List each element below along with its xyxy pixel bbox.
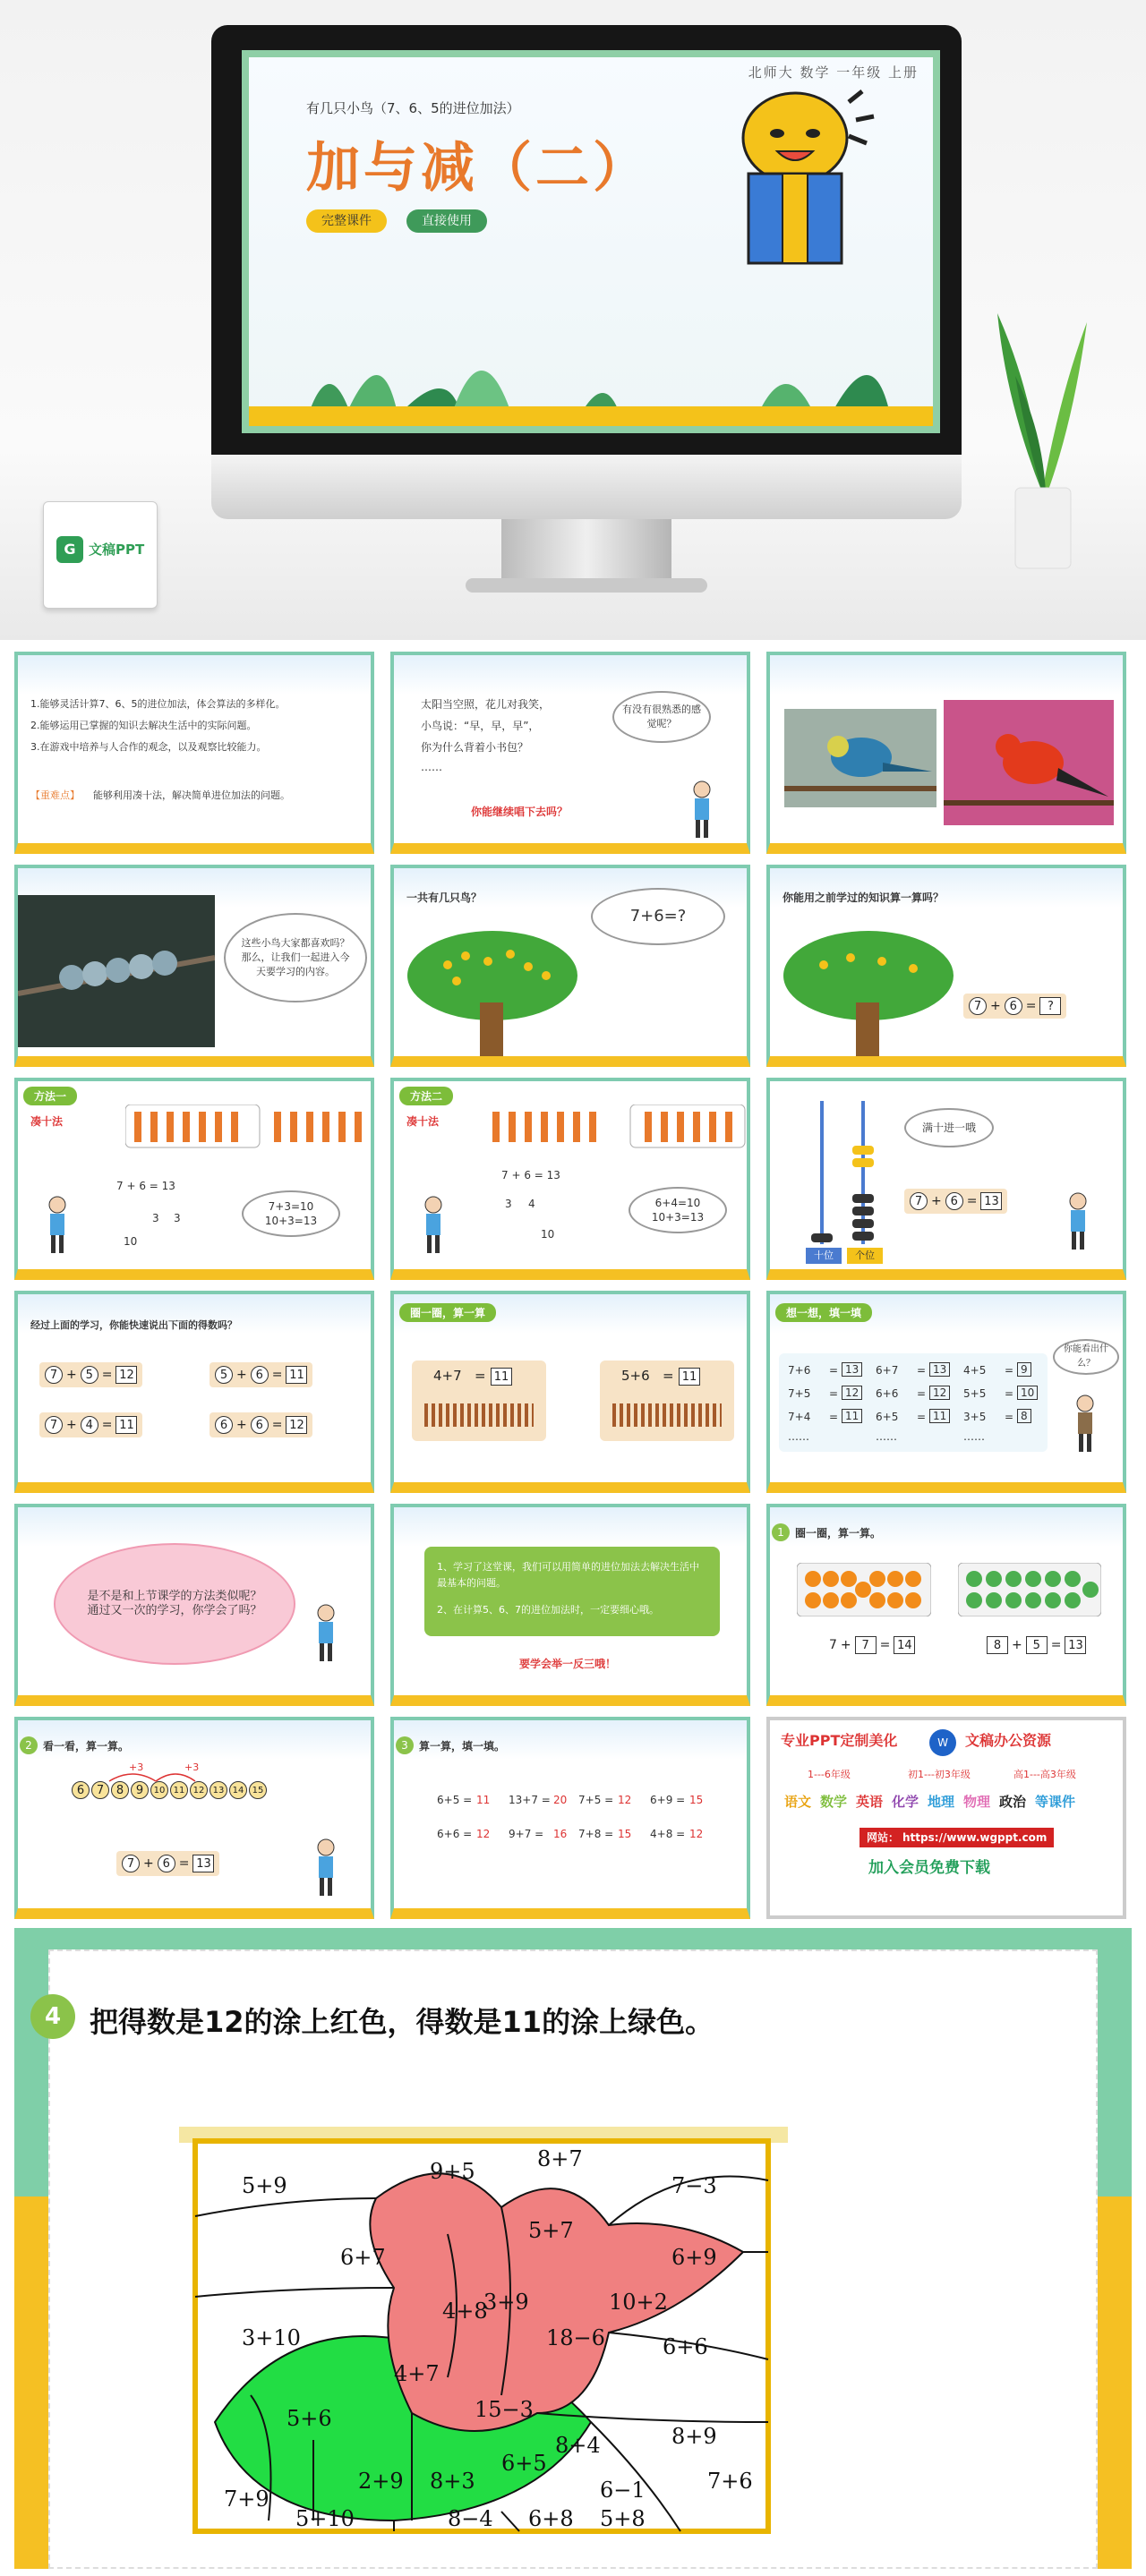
expr: 3+5	[963, 1411, 987, 1423]
expression: 4+7	[433, 1368, 462, 1384]
slide-exercise-1	[766, 1504, 1126, 1706]
subject: 地理	[928, 1794, 955, 1810]
eq-sign: =	[1005, 1364, 1014, 1377]
hero-mockup	[0, 0, 1146, 640]
boy-illustration	[45, 1194, 70, 1257]
badge-direct-use: 直接使用	[406, 209, 487, 233]
plus-sign: +	[1012, 1638, 1022, 1652]
answer-box: 11	[679, 1368, 700, 1386]
step-1: 7+3=10	[268, 1200, 314, 1213]
slide-heading: 经过上面的学习，你能快速说出下面的得数吗？	[30, 1319, 237, 1331]
coloring-cell-label: 7+6	[707, 2469, 753, 2494]
coloring-cell-label: 6+5	[501, 2451, 547, 2476]
coloring-cell-label: 8−4	[448, 2506, 493, 2531]
slide-header-fade	[394, 655, 747, 695]
addend-2: 5	[1026, 1636, 1048, 1654]
song-question: 你能继续唱下去吗？	[471, 806, 569, 818]
exercise-card	[412, 1361, 546, 1441]
addend-1: 5	[215, 1366, 233, 1384]
coloring-cell-label: 8+9	[671, 2424, 717, 2449]
eq-sign: =	[917, 1364, 927, 1377]
slide-method-one	[14, 1078, 374, 1280]
coloring-cell-label: 5+7	[528, 2218, 574, 2243]
addend-2: 4	[81, 1416, 98, 1434]
addend-1: 7	[45, 1366, 63, 1384]
coloring-cell-label: 7−3	[671, 2173, 717, 2198]
equation-box	[39, 1362, 142, 1387]
expr: 7+5 =	[578, 1794, 614, 1806]
answer-box: 12	[286, 1416, 307, 1434]
expr: 7+5	[788, 1387, 811, 1400]
slide-quick-answers	[14, 1291, 374, 1493]
subject: 等课件	[1035, 1794, 1076, 1810]
answer: 12	[929, 1386, 950, 1400]
website-label: 网站：	[867, 1831, 900, 1844]
hop-label-2: +3	[184, 1761, 200, 1773]
cover-subtitle: 有几只小鸟（7、6、5的进位加法）	[306, 100, 520, 116]
method-name: 凑十法	[406, 1115, 440, 1128]
ad-headline: 专业PPT定制美化	[781, 1732, 898, 1749]
slide-summary	[390, 1504, 750, 1706]
expr: 6+6	[876, 1387, 899, 1400]
slide-bird-photos	[766, 652, 1126, 854]
ones-place-label: 个位	[847, 1248, 883, 1264]
plus-sign: +	[990, 999, 1001, 1013]
section-tag: 想一想，填一填	[775, 1303, 872, 1322]
stick-bundles	[125, 1105, 367, 1149]
website-url: https://www.wgppt.com	[902, 1831, 1048, 1844]
expr: 6+9 =	[650, 1794, 686, 1806]
equals-sign: =	[663, 1368, 674, 1384]
brand-logo-icon: W	[929, 1729, 956, 1756]
subject: 数学	[820, 1794, 848, 1810]
coloring-cell-label: 6−1	[600, 2478, 646, 2503]
cover-yellow-band	[242, 406, 940, 433]
addend-1: 7	[910, 1192, 928, 1210]
slide-how-many-birds	[390, 865, 750, 1067]
method-name: 凑十法	[30, 1115, 64, 1128]
eq-sign: =	[1005, 1387, 1014, 1400]
plus-sign: +	[931, 1194, 942, 1208]
monitor-stand	[501, 519, 671, 584]
exercise-card	[44, 1949, 1098, 2569]
exercise-instruction: 把得数是12的涂上红色，得数是11的涂上绿色。	[90, 2005, 714, 2039]
slide-birds-branch	[14, 865, 374, 1067]
slide-header-fade	[770, 655, 1123, 695]
answer: 13	[929, 1362, 950, 1377]
exercise-heading: 看一看，算一算。	[43, 1740, 130, 1753]
plus-sign: +	[236, 1368, 247, 1382]
plus-sign: +	[143, 1856, 154, 1871]
slide-think-fill	[766, 1291, 1126, 1493]
coloring-cell-label: 3+10	[242, 2325, 301, 2350]
addend-2: 6	[251, 1366, 269, 1384]
slide-advertisement	[766, 1717, 1126, 1919]
slide-objectives	[14, 652, 374, 854]
number-caterpillar	[72, 1781, 267, 1799]
summary-card	[424, 1547, 720, 1636]
brand-calendar-card	[43, 501, 158, 609]
slide-circle-compute	[390, 1291, 750, 1493]
exercise-heading: 圈一圈，算一算。	[795, 1527, 882, 1540]
expression: 5+6	[621, 1368, 650, 1384]
slogan: 要学会举一反三哦！	[519, 1658, 617, 1670]
hop-label-1: +3	[129, 1761, 144, 1773]
brand-logo-icon: G	[56, 536, 83, 563]
coloring-cell-label: 18−6	[546, 2325, 605, 2350]
coloring-picture	[179, 2127, 788, 2547]
equals-sign: =	[1050, 1638, 1062, 1652]
subject: 语文	[784, 1794, 812, 1810]
track-number: 8	[111, 1781, 129, 1799]
equals-sign: =	[879, 1638, 891, 1652]
answer: 8	[1017, 1409, 1031, 1423]
eq-sign: =	[917, 1411, 927, 1423]
ten-label: 10	[124, 1235, 138, 1248]
slide-exercise-2	[14, 1717, 374, 1919]
grade-range-1: 1---6年级	[808, 1769, 851, 1780]
birds-on-branch-photo	[18, 895, 215, 1047]
answer: 12	[842, 1386, 862, 1400]
answer: 15	[618, 1828, 632, 1840]
equals-sign: =	[271, 1418, 283, 1432]
key-point-tag: 【重难点】	[30, 789, 80, 801]
track-number: 12	[190, 1781, 208, 1799]
mascot-illustration	[714, 84, 894, 281]
objective-1: 1.能够灵活计算7、6、5的进位加法，体会算法的多样化。	[30, 698, 286, 710]
step-1: 6+4=10	[654, 1197, 701, 1209]
slide-heading: 你能用之前学过的知识算一算吗？	[783, 891, 945, 904]
expr: 4+8 =	[650, 1828, 686, 1840]
addend-1: 7	[122, 1855, 140, 1872]
exercise-number: 1	[772, 1523, 790, 1541]
boy-illustration	[1065, 1190, 1090, 1253]
exercise-heading: 算一算，填一填。	[419, 1740, 506, 1753]
song-line-4: ……	[421, 761, 442, 773]
answer-box: 13	[980, 1192, 1002, 1210]
cabbages-group	[958, 1563, 1101, 1616]
eq-sign: =	[1005, 1411, 1014, 1423]
speech-bubble: 这些小鸟大家都喜欢吗？那么，让我们一起进入今天要学习的内容。	[224, 913, 367, 1002]
track-number: 15	[249, 1781, 267, 1799]
equals-sign: =	[475, 1368, 486, 1384]
grandpa-illustration	[1073, 1393, 1098, 1455]
edition-label: 北师大 数学 一年级 上册	[748, 64, 919, 81]
more: ……	[788, 1430, 809, 1443]
eq-sign: =	[829, 1387, 839, 1400]
answer-box: 13	[192, 1855, 214, 1872]
subject: 政治	[999, 1794, 1027, 1810]
equation-text: 7 + 6 = 13	[116, 1180, 175, 1192]
slide-coloring-exercise	[14, 1928, 1132, 2569]
answer-box: 14	[894, 1636, 915, 1654]
slide-compute	[766, 865, 1126, 1067]
speech-bubble: 是不是和上节课学的方法类似呢？通过又一次的学习，你学会了吗？	[54, 1543, 295, 1665]
grade-range-3: 高1---高3年级	[1013, 1769, 1076, 1780]
brand-name: 文稿PPT	[89, 542, 145, 558]
expr: 6+5	[876, 1411, 899, 1423]
exercise-number: 4	[30, 1994, 75, 2039]
coloring-cell-label: 6+8	[528, 2506, 574, 2531]
equals-sign: =	[966, 1194, 978, 1208]
track-number: 6	[72, 1781, 90, 1799]
monitor-base	[466, 578, 707, 593]
equation-box	[904, 1189, 1007, 1214]
plus-sign: +	[66, 1418, 77, 1432]
equation-box	[210, 1412, 312, 1437]
addend-2: 7	[855, 1636, 877, 1654]
coloring-cell-label: 3+9	[483, 2290, 529, 2315]
track-number: 7	[91, 1781, 109, 1799]
expr: 7+8 =	[578, 1828, 614, 1840]
addend-1: 7	[969, 997, 987, 1015]
split-right: 4	[528, 1198, 535, 1210]
answer-box: 11	[115, 1416, 137, 1434]
more: ……	[963, 1430, 985, 1443]
addend-1: 7	[829, 1638, 837, 1652]
slide-review-question	[14, 1504, 374, 1706]
section-tag: 圈一圈，算一算	[399, 1303, 496, 1322]
more: ……	[876, 1430, 897, 1443]
addend-1: 7	[45, 1416, 63, 1434]
answer: 15	[689, 1794, 704, 1806]
expr: 13+7 =	[509, 1794, 551, 1806]
tree-illustration	[403, 922, 582, 1056]
subject: 英语	[856, 1794, 884, 1810]
boy-illustration	[689, 779, 714, 841]
tens-place-label: 十位	[806, 1248, 842, 1264]
stick-bundles	[487, 1105, 747, 1149]
speech-bubble: 有没有很熟悉的感觉呢？	[612, 691, 711, 743]
answer-box: 13	[1065, 1636, 1086, 1654]
split-left: 3	[152, 1212, 159, 1224]
coloring-cell-label: 4+7	[394, 2361, 440, 2386]
step-2: 10+3=13	[264, 1215, 318, 1227]
tree-illustration	[779, 922, 958, 1056]
bird-photo-blue	[784, 709, 936, 807]
equation-box	[116, 1851, 219, 1876]
exercise-number: 2	[20, 1736, 38, 1754]
plus-sign: +	[236, 1418, 247, 1432]
question-bubble: 7+6=?	[591, 888, 725, 945]
expr: 7+4	[788, 1411, 811, 1423]
method-tag: 方法一	[23, 1087, 77, 1105]
split-right: 3	[174, 1212, 181, 1224]
answer-box: 11	[286, 1366, 307, 1384]
equals-sign: =	[271, 1368, 283, 1382]
summary-line-2: 2、在计算5、6、7的进位加法时，一定要细心哦。	[437, 1604, 659, 1616]
subject: 化学	[892, 1794, 919, 1810]
plus-sign: +	[66, 1368, 77, 1382]
track-number: 10	[150, 1781, 168, 1799]
exercise-card	[600, 1361, 734, 1441]
addend-2: 6	[945, 1192, 963, 1210]
equals-sign: =	[101, 1418, 113, 1432]
cover-slide	[242, 50, 940, 433]
slide-abacus	[766, 1078, 1126, 1280]
boy-illustration	[313, 1602, 338, 1665]
expr: 5+5	[963, 1387, 987, 1400]
boy-illustration	[313, 1837, 338, 1899]
coloring-cell-label: 5+10	[295, 2506, 355, 2531]
equation-box	[963, 994, 1066, 1019]
stick-row	[424, 1403, 534, 1427]
slide-header-fade	[394, 1507, 747, 1547]
track-number: 13	[210, 1781, 227, 1799]
addend-2: 6	[251, 1416, 269, 1434]
coloring-cell-label: 8+3	[430, 2469, 475, 2494]
coloring-cell-label: 6+7	[340, 2245, 386, 2270]
cover-title: 加与减（二）	[306, 137, 650, 200]
answer: 11	[929, 1409, 950, 1423]
thought-bubble	[629, 1187, 727, 1233]
split-left: 3	[505, 1198, 512, 1210]
grade-range-2: 初1---初3年级	[908, 1769, 971, 1780]
answer: 9	[1017, 1362, 1031, 1377]
addend-2: 6	[1005, 997, 1022, 1015]
slide-header-fade	[18, 1507, 371, 1547]
objective-3: 3.在游戏中培养与人合作的观念，以及观察比较能力。	[30, 741, 267, 753]
bird-photo-red	[944, 700, 1114, 825]
answer: 13	[842, 1362, 862, 1377]
subject: 物理	[963, 1794, 991, 1810]
coloring-cell-label: 2+9	[358, 2469, 404, 2494]
expr: 9+7 =	[509, 1828, 544, 1840]
slide-exercise-3	[390, 1717, 750, 1919]
ten-label: 10	[541, 1228, 555, 1241]
expr: 6+5 =	[437, 1794, 473, 1806]
answer: 20	[553, 1794, 568, 1806]
equation-box	[39, 1412, 142, 1437]
answer: 12	[476, 1828, 491, 1840]
coloring-cell-label: 4+8	[442, 2299, 488, 2324]
thought-bubble: 你能看出什么？	[1053, 1339, 1119, 1375]
slide-header-fade	[18, 655, 371, 695]
slide-heading: 一共有几只鸟？	[406, 891, 483, 904]
song-line-1: 太阳当空照，花儿对我笑，	[421, 698, 551, 711]
equation-box	[981, 1633, 1091, 1658]
answer: 16	[553, 1828, 568, 1840]
addend-1: 8	[987, 1636, 1008, 1654]
thought-bubble	[242, 1190, 340, 1237]
song-line-3: 你为什么背着小书包？	[421, 741, 529, 754]
coloring-cell-label: 8+7	[537, 2146, 583, 2171]
equation-text: 7 + 6 = 13	[501, 1169, 560, 1181]
answer: 11	[476, 1794, 491, 1806]
step-2: 10+3=13	[651, 1211, 705, 1224]
coloring-cell-label: 5+9	[242, 2173, 287, 2198]
coloring-cell-label: 9+5	[430, 2159, 475, 2184]
expr: 6+7	[876, 1364, 899, 1377]
expr: 4+5	[963, 1364, 987, 1377]
addend-2: 6	[158, 1855, 175, 1872]
badge-complete: 完整课件	[306, 209, 387, 233]
method-tag: 方法二	[399, 1087, 453, 1105]
summary-line-1: 1、学习了这堂课，我们可以用简单的进位加法去解决生活中最基本的问题。	[437, 1561, 699, 1589]
addend-1: 6	[215, 1416, 233, 1434]
answer: 12	[689, 1828, 704, 1840]
answer: 10	[1017, 1386, 1038, 1400]
oranges-group	[797, 1563, 931, 1616]
expr: 6+6 =	[437, 1828, 473, 1840]
answer: 11	[842, 1409, 862, 1423]
abacus-illustration	[802, 1101, 883, 1262]
answer: 12	[618, 1794, 632, 1806]
coloring-cell-label: 8+4	[555, 2433, 601, 2458]
monitor-chin	[211, 455, 962, 519]
coloring-cell-label: 5+8	[600, 2506, 646, 2531]
exercise-number: 3	[396, 1736, 414, 1754]
eq-sign: =	[829, 1411, 839, 1423]
track-number: 11	[170, 1781, 188, 1799]
equals-sign: =	[178, 1856, 190, 1871]
coloring-cell-label: 5+6	[286, 2406, 332, 2431]
eq-sign: =	[829, 1364, 839, 1377]
potted-plant	[988, 295, 1096, 582]
plus-sign: +	[840, 1638, 851, 1652]
song-line-2: 小鸟说：“早，早，早”，	[421, 720, 540, 732]
addend-2: 5	[81, 1366, 98, 1384]
stick-row	[612, 1403, 722, 1427]
answer-box: 11	[491, 1368, 512, 1386]
track-number: 14	[229, 1781, 247, 1799]
equals-sign: =	[1025, 999, 1037, 1013]
coloring-cell-label: 6+9	[671, 2245, 717, 2270]
coloring-cell-label: 15−3	[475, 2397, 534, 2422]
website-link[interactable]	[860, 1828, 1054, 1847]
coloring-cell-label: 6+6	[663, 2334, 708, 2359]
equation-box	[824, 1633, 920, 1658]
join-member-text: 加入会员免费下载	[868, 1859, 990, 1877]
track-number: 9	[131, 1781, 149, 1799]
answer-box: ?	[1039, 997, 1061, 1015]
coloring-cell-label: 7+9	[224, 2486, 269, 2512]
boy-illustration	[421, 1194, 446, 1257]
eq-sign: =	[917, 1387, 927, 1400]
answer-box: 12	[115, 1366, 137, 1384]
expr: 7+6	[788, 1364, 811, 1377]
slide-method-two	[390, 1078, 750, 1280]
ad-brand: 文稿办公资源	[965, 1732, 1052, 1749]
key-point-text: 能够利用凑十法，解决简单进位加法的问题。	[93, 789, 290, 801]
objective-2: 2.能够运用已掌握的知识去解决生活中的实际问题。	[30, 720, 257, 731]
slide-song	[390, 652, 750, 854]
coloring-cell-label: 10+2	[609, 2290, 668, 2315]
equals-sign: =	[101, 1368, 113, 1382]
hint-bubble: 满十进一哦	[904, 1108, 994, 1147]
equation-box	[210, 1362, 312, 1387]
